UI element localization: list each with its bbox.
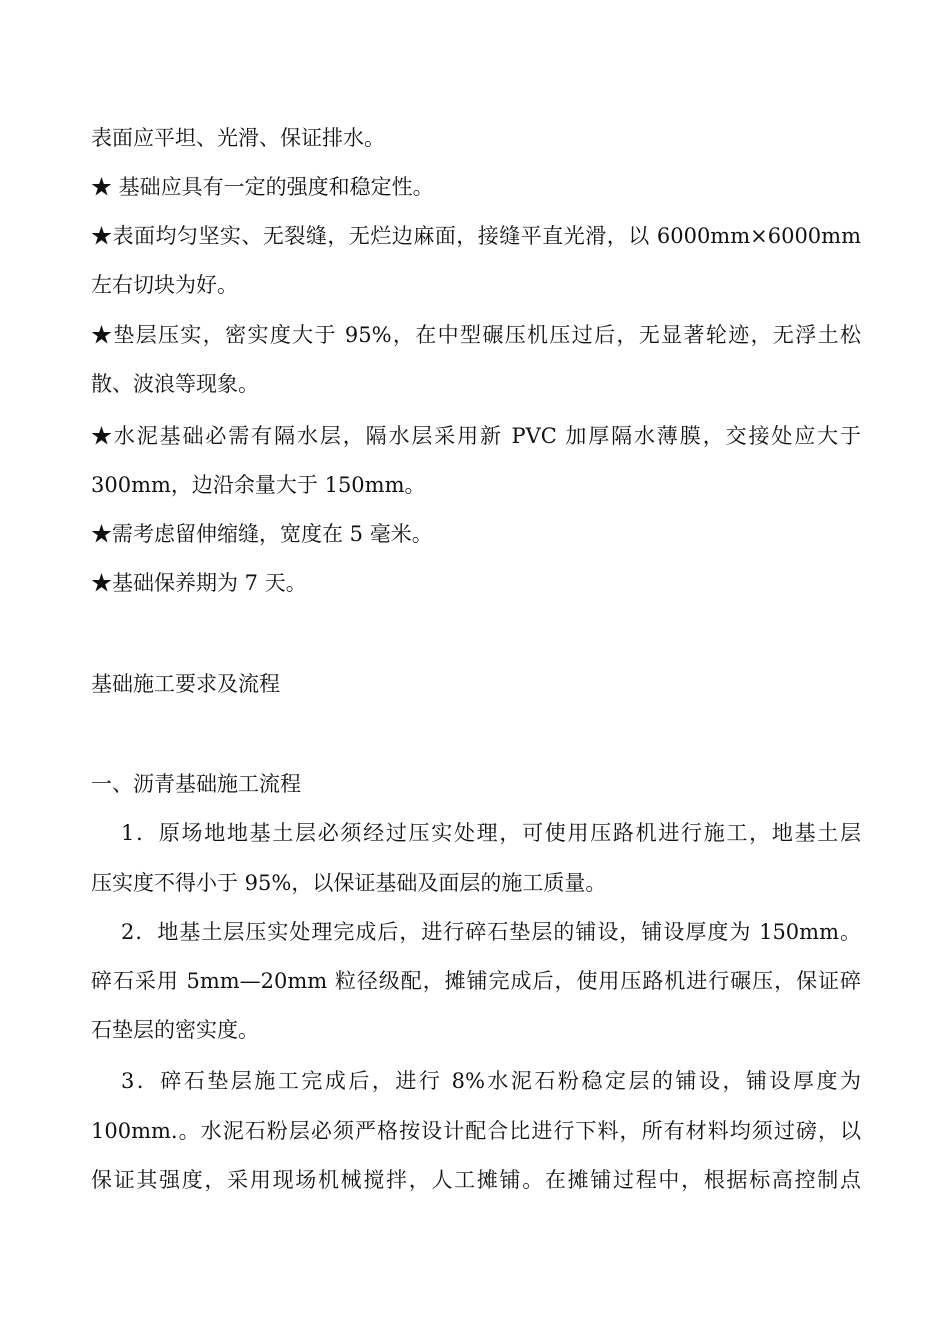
text-line-2: ★ 基础应具有一定的强度和稳定性。: [91, 175, 434, 199]
text-line-10: ★基础保养期为 7 天。: [91, 571, 307, 595]
text-line-6: 散、波浪等现象。: [91, 372, 259, 396]
text-line-5: ★垫层压实，密实度大于 95%，在中型碾压机压过后，无显著轮迹，无浮土松: [91, 323, 861, 347]
text-line-7: ★水泥基础必需有隔水层，隔水层采用新 PVC 加厚隔水薄膜，交接处应大于: [91, 424, 861, 448]
text-line-9: ★需考虑留伸缩缝，宽度在 5 毫米。: [91, 522, 433, 546]
text-line-20: 保证其强度，采用现场机械搅拌，人工摊铺。在摊铺过程中，根据标高控制点: [91, 1168, 861, 1192]
text-line-8: 300mm，边沿余量大于 150mm。: [91, 473, 426, 497]
text-line-4: 左右切块为好。: [91, 273, 238, 297]
subsection-heading: 一、沥青基础施工流程: [91, 772, 301, 796]
text-line-14: 压实度不得小于 95%，以保证基础及面层的施工质量。: [91, 871, 607, 895]
text-line-17: 石垫层的密实度。: [91, 1018, 259, 1042]
text-line-3: ★表面均匀坚实、无裂缝，无烂边麻面，接缝平直光滑，以 6000mm×6000mm: [91, 224, 861, 248]
text-line-18: 3．碎石垫层施工完成后，进行 8%水泥石粉稳定层的铺设，铺设厚度为: [121, 1069, 861, 1093]
text-line-1: 表面应平坦、光滑、保证排水。: [91, 126, 385, 150]
section-heading: 基础施工要求及流程: [91, 672, 280, 696]
text-line-15: 2．地基土层压实处理完成后，进行碎石垫层的铺设，铺设厚度为 150mm。: [121, 920, 861, 944]
text-line-13: 1．原场地地基土层必须经过压实处理，可使用压路机进行施工，地基土层: [121, 821, 861, 845]
text-line-16: 碎石采用 5mm—20mm 粒径级配，摊铺完成后，使用压路机进行碾压，保证碎: [91, 969, 861, 993]
text-line-19: 100mm.。水泥石粉层必须严格按设计配合比进行下料，所有材料均须过磅，以: [91, 1119, 861, 1143]
